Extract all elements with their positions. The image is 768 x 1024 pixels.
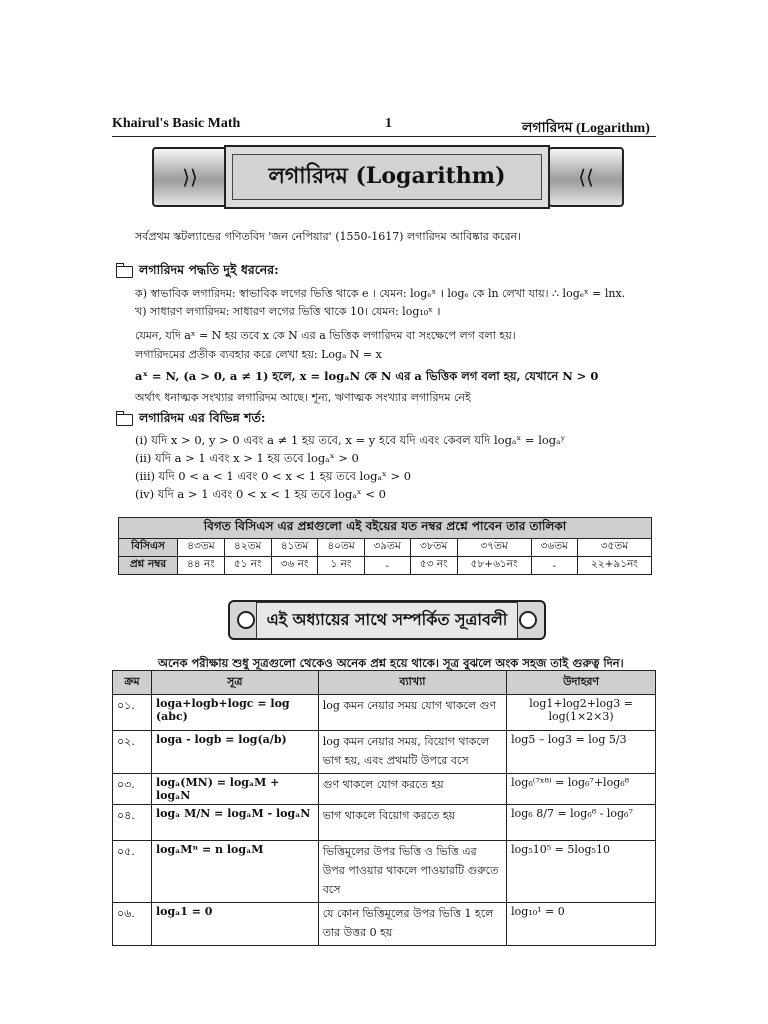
section-conditions-title: লগারিদম এর বিভিন্ন শর্ত: [139, 410, 266, 425]
bcs-question-table [118, 517, 652, 575]
advice-text: অনেক পরীক্ষায় শুধু সূত্রগুলো থেকেও অনেক প্রশ্ন হয়ে থাকে। সূত্র বুঝলে অংক সহজ তাই গুরুত্ব দিন। [158, 656, 624, 670]
double-chevron-right-icon: ⟩⟩ [182, 165, 198, 189]
bcs-cell: ৩৬তম [531, 539, 577, 557]
chapter-title-box [224, 145, 550, 209]
bcs-cell: ৪০তম [318, 539, 364, 557]
title-left-ornament [152, 147, 228, 207]
notation-line: লগারিদমের প্রতীক ব্যবহার করে লেখা হয়: Logₐ N = x [135, 348, 382, 361]
folder-icon [116, 266, 133, 278]
table-row [113, 805, 656, 841]
question-cell: ৩৬ নং [271, 557, 318, 575]
bcs-row [119, 539, 652, 557]
table-row [113, 731, 656, 774]
row-formula: logₐ M/N = logₐM - logₐN [151, 805, 318, 841]
table-row [113, 774, 656, 805]
row-serial: ০৫. [113, 841, 152, 903]
question-cell: ৫১ নং [224, 557, 271, 575]
row-serial: ০৪. [113, 805, 152, 841]
col-header-explanation: ব্যাখ্যা [318, 671, 506, 695]
condition-item: (i) যদি x > 0, y > 0 এবং a ≠ 1 হয় তবে, x = y হবে যদি এবং কেবল যদি logₐˣ = logₐʸ [135, 433, 566, 447]
formulas-banner [228, 600, 546, 640]
formula-table [112, 670, 656, 946]
bcs-cell: ৩৫তম [577, 539, 651, 557]
row-example: log₆ 8/7 = log₆⁸ - log₆⁷ [507, 805, 656, 841]
row-example: log5 – log3 = log 5/3 [507, 731, 656, 774]
row-explanation: গুণ থাকলে যোগ করতে হয় [318, 774, 506, 805]
section-conditions-heading [116, 410, 265, 430]
section-types-title: লগারিদম পদ্ধতি দুই ধরনের: [139, 262, 279, 277]
common-log-line: খ) সাধারণ লগারিদম: সাধারণ লগের ভিত্তি থাকে 10। যেমন: log₁₀ˣ । [135, 305, 441, 318]
row-example: log₁₀¹ = 0 [507, 903, 656, 946]
row-explanation: যে কোন ভিত্তিমূলের উপর ভিত্তি 1 হলে তার উত্তর 0 হয় [318, 903, 506, 946]
positive-note: অর্থাৎ ধনাত্মক সংখ্যার লগারিদম আছে। শূন্য, ঋণাত্মক সংখ্যার লগারিদম নেই [135, 391, 471, 404]
row-formula: logₐ1 = 0 [151, 903, 318, 946]
intro-text: সর্বপ্রথম স্কটল্যান্ডের গণিতবিদ 'জন নেপিয়ার' (1550-1617) লগারিদম আবিষ্কার করেন। [135, 230, 522, 243]
col-header-serial: ক্রম [113, 671, 152, 695]
formula-table-header [113, 671, 656, 695]
header-book-title: Khairul's Basic Math [112, 116, 241, 131]
question-cell: ৪৪ নং [178, 557, 225, 575]
question-number-row [119, 557, 652, 575]
table-row [113, 841, 656, 903]
row-example: log₅10⁵ = 5log₅10 [507, 841, 656, 903]
formulas-banner-title: এই অধ্যায়ের সাথে সম্পর্কিত সূত্রাবলী [256, 602, 519, 639]
double-chevron-left-icon: ⟨⟨ [578, 165, 594, 189]
question-cell: ২২+৯১নং [577, 557, 651, 575]
row-explanation: log কমন নেয়ার সময় যোগ থাকলে গুণ [318, 695, 506, 731]
definition-rule: aˣ = N, (a > 0, a ≠ 1) হলে, x = logₐN কে N এর a ভিত্তিক লগ বলা হয়, যেখানে N > 0 [135, 369, 599, 383]
section-types-heading [116, 262, 279, 282]
row-explanation: log কমন নেয়ার সময়, বিয়োগ থাকলে ভাগ হয়, এবং প্রথমটি উপরে বসে [318, 731, 506, 774]
bcs-row-label: বিসিএস [119, 539, 178, 557]
bcs-cell: ৪৩তম [178, 539, 225, 557]
bcs-cell: ৩৮তম [410, 539, 457, 557]
bcs-cell: ৩৭তম [457, 539, 531, 557]
ring-icon [519, 611, 537, 629]
question-row-label: প্রশ্ন নম্বর [119, 557, 178, 575]
bcs-table-title: বিগত বিসিএস এর প্রশ্নগুলো এই বইয়ের যত নম্বর প্রশ্নে পাবেন তার তালিকা [119, 518, 652, 539]
row-formula: logₐMⁿ = n logₐM [151, 841, 318, 903]
row-serial: ০১. [113, 695, 152, 731]
row-example: log1+log2+log3 = log(1×2×3) [507, 695, 656, 731]
ring-icon [237, 611, 255, 629]
title-right-ornament [548, 147, 624, 207]
folder-icon [116, 414, 133, 426]
col-header-formula: সূত্র [151, 671, 318, 695]
question-cell: ৫৩ নং [410, 557, 457, 575]
header-page-number: 1 [385, 116, 392, 131]
row-serial: ০৬. [113, 903, 152, 946]
chapter-title: লগারিদম (Logarithm) [268, 162, 506, 189]
condition-item: (ii) যদি a > 1 এবং x > 1 হয় তবে logₐˣ > 0 [135, 451, 359, 465]
table-row [113, 695, 656, 731]
row-serial: ০৩. [113, 774, 152, 805]
row-formula: loga+logb+logc = log (abc) [151, 695, 318, 731]
question-cell: - [364, 557, 410, 575]
natural-log-line: ক) স্বাভাবিক লগারিদম: স্বাভাবিক লগের ভিত্তি থাকে e । যেমন: logₑˣ । logₑ কে ln লেখা যায়। ∴ logₑˣ = lnx. [135, 287, 626, 300]
table-row [113, 903, 656, 946]
row-explanation: ভাগ থাকলে বিয়োগ করতে হয় [318, 805, 506, 841]
condition-item: (iv) যদি a > 1 এবং 0 < x < 1 হয় তবে logₐˣ < 0 [135, 487, 386, 501]
row-example: log₆⁽⁷ˣ⁸⁾ = log₆⁷+log₆⁸ [507, 774, 656, 805]
question-cell: ১ নং [318, 557, 364, 575]
question-cell: ৫৮+৬১নং [457, 557, 531, 575]
row-formula: loga - logb = log(a/b) [151, 731, 318, 774]
bcs-cell: ৪২তম [224, 539, 271, 557]
col-header-example: উদাহরণ [507, 671, 656, 695]
row-explanation: ভিত্তিমূলের উপর ভিত্তি ও ভিত্তি এর উপর পাওয়ার থাকলে পাওয়ারটি গুরুতে বসে [318, 841, 506, 903]
header-chapter-title: লগারিদম (Logarithm) [522, 121, 650, 136]
bcs-cell: ৩৯তম [364, 539, 410, 557]
definition-line: যেমন, যদি aˣ = N হয় তবে x কে N এর a ভিত্তিক লগারিদম বা সংক্ষেপে লগ বলা হয়। [135, 329, 516, 342]
condition-item: (iii) যদি 0 < a < 1 এবং 0 < x < 1 হয় তবে logₐˣ > 0 [135, 469, 412, 483]
header-rule [112, 136, 656, 137]
row-serial: ০২. [113, 731, 152, 774]
bcs-cell: ৪১তম [271, 539, 318, 557]
row-formula: logₐ(MN) = logₐM + logₐN [151, 774, 318, 805]
question-cell: - [531, 557, 577, 575]
